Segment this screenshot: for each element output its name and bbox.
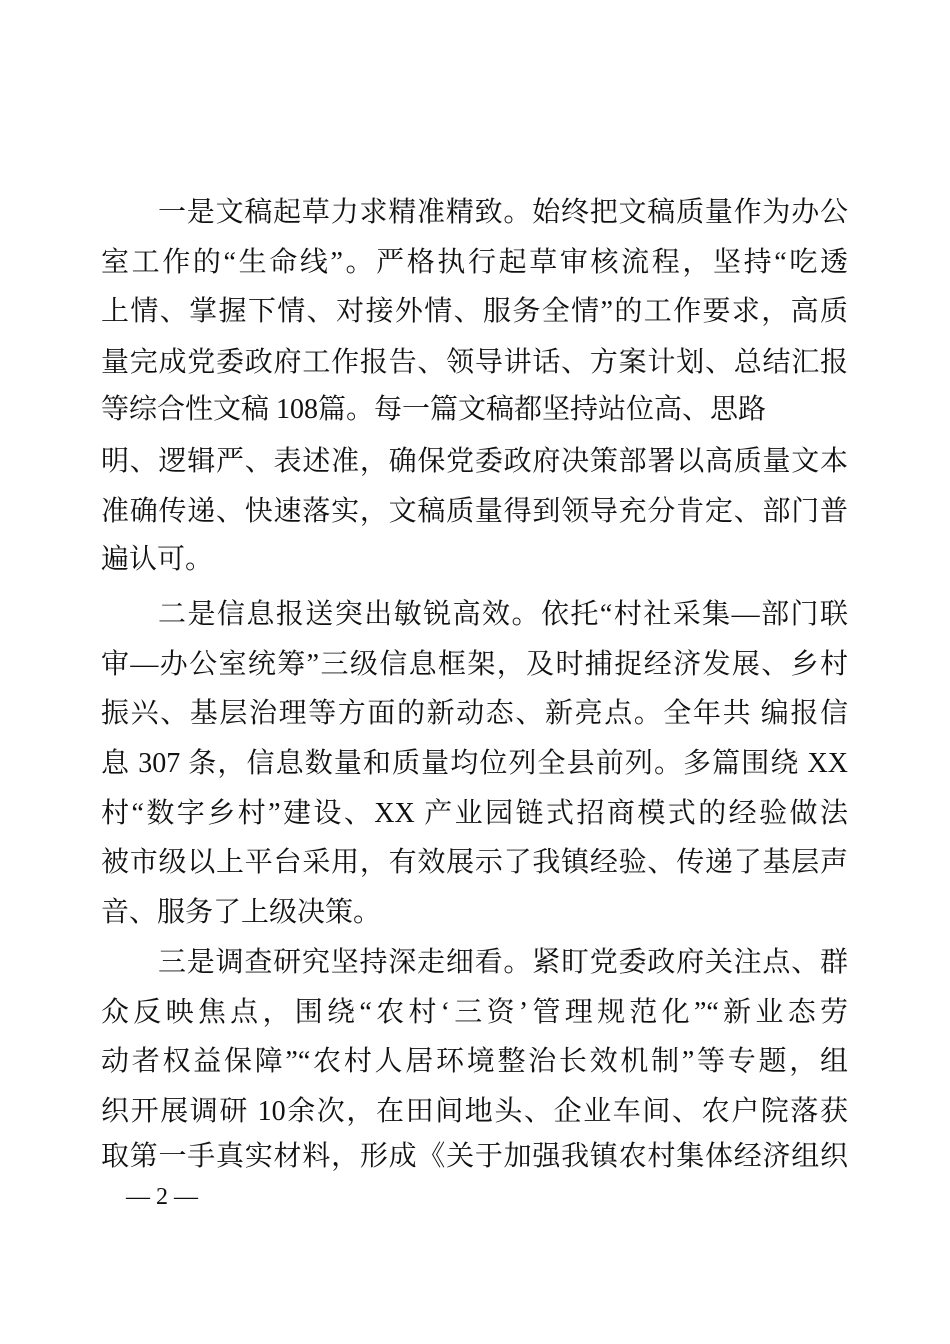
paragraph-3-line: 织开展调研 10余次，在田间地头、企业车间、农户院落获 (101, 1096, 848, 1127)
paragraph-1-line: 明、逻辑严、表述准，确保党委政府决策部署以高质量文本 (101, 446, 848, 477)
paragraph-2-line: 二是信息报送突出敏锐高效。依托“村社采集—部门联 (158, 599, 848, 630)
paragraph-1-line: 遍认可。 (101, 544, 214, 575)
paragraph-2-line: 音、服务了上级决策。 (101, 897, 382, 928)
paragraph-3-line: 取第一手真实材料，形成《关于加强我镇农村集体经济组织 (101, 1141, 848, 1172)
paragraph-2-line: 被市级以上平台采用，有效展示了我镇经验、传递了基层声 (101, 847, 848, 878)
paragraph-2-line: 息 307 条，信息数量和质量均位列全县前列。多篇围绕 XX (101, 748, 848, 779)
paragraph-2-line: 审—办公室统筹”三级信息框架，及时捕捉经济发展、乡村 (101, 649, 848, 680)
paragraph-1-line: 等综合性文稿 108篇。每一篇文稿都坚持站位高、思路 (101, 394, 767, 425)
paragraph-1-line: 上情、掌握下情、对接外情、服务全情”的工作要求，高质 (101, 296, 848, 327)
paragraph-1-line: 一是文稿起草力求精准精致。始终把文稿质量作为办公 (158, 197, 848, 228)
paragraph-3-line: 动者权益保障”“农村人居环境整治长效机制”等专题，组 (101, 1046, 848, 1077)
paragraph-1-line: 量完成党委政府工作报告、领导讲话、方案计划、总结汇报 (101, 347, 848, 378)
paragraph-2-line: 村“数字乡村”建设、XX 产业园链式招商模式的经验做法 (101, 798, 848, 829)
paragraph-2-line: 振兴、基层治理等方面的新动态、新亮点。全年共 编报信 (101, 698, 848, 729)
paragraph-1-line: 准确传递、快速落实，文稿质量得到领导充分肯定、部门普 (101, 496, 848, 527)
page-number: — 2 — (126, 1184, 198, 1210)
paragraph-3-line: 三是调查研究坚持深走细看。紧盯党委政府关注点、群 (158, 947, 848, 978)
paragraph-1-line: 室工作的“生命线”。严格执行起草审核流程，坚持“吃透 (101, 247, 848, 278)
paragraph-3-line: 众反映焦点，围绕“农村‘三资’管理规范化”“新业态劳 (101, 997, 848, 1028)
